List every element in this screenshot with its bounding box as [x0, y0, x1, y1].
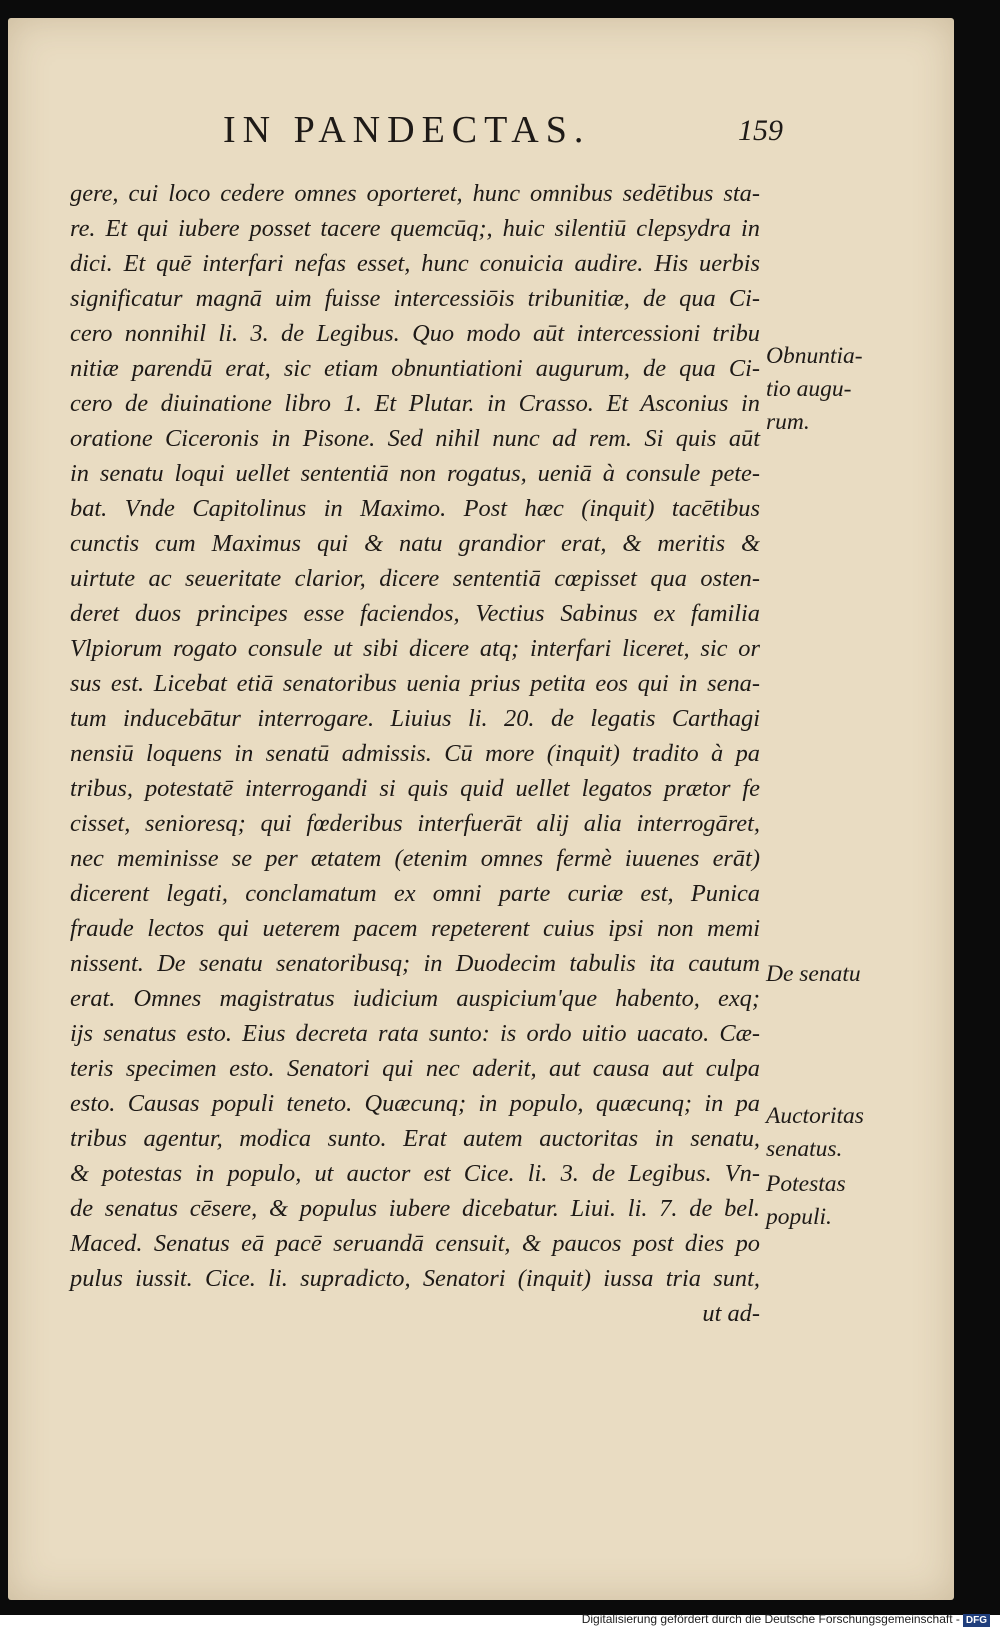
- text-line: dicerent legati, conclamatum ex omni parte curiæ est, Punica: [70, 880, 760, 907]
- text-line: nitiæ parendū erat, sic etiam obnuntiationi augurum, de qua Ci-: [70, 355, 760, 382]
- margin-note-line: senatus.: [766, 1136, 843, 1162]
- body-text: [70, 176, 760, 1331]
- text-line: cunctis cum Maximus qui & natu grandior erat, & meritis &: [70, 530, 760, 557]
- footer-credit-text: Digitalisierung gefördert durch die Deutsche Forschungsgemeinschaft -: [581, 1612, 960, 1626]
- dfg-logo: DFG: [963, 1614, 990, 1627]
- text-line: Vlpiorum rogato consule ut sibi dicere atq; interfari liceret, sic or: [70, 635, 760, 662]
- text-line: erat. Omnes magistratus iudicium auspicium'que habento, exq;: [70, 985, 760, 1012]
- text-line: cisset, senioresq; qui fœderibus interfuerāt alij alia interrogāret,: [70, 810, 760, 837]
- text-line: sus est. Licebat etiā senatoribus uenia prius petita eos qui in sena-: [70, 670, 760, 697]
- text-line: de senatus cēsere, & populus iubere dicebatur. Liui. li. 7. de bel.: [70, 1195, 760, 1222]
- text-line: cero nonnihil li. 3. de Legibus. Quo modo aūt intercessioni tribu: [70, 320, 760, 347]
- margin-note: [766, 1168, 846, 1234]
- page-number: 159: [738, 114, 783, 147]
- text-line: tribus agentur, modica sunto. Erat autem auctoritas in senatu,: [70, 1125, 760, 1152]
- margin-note: [766, 340, 863, 439]
- margin-note-line: rum.: [766, 409, 810, 435]
- text-line: nec meminisse se per ætatem (etenim omnes fermè iuuenes erāt): [70, 845, 760, 872]
- text-line: uirtute ac seueritate clarior, dicere sententiā cœpisset qua osten-: [70, 565, 760, 592]
- text-line: nensiū loquens in senatū admissis. Cū more (inquit) tradito à pa: [70, 740, 760, 767]
- margin-note-line: Potestas: [766, 1171, 846, 1197]
- text-line: tribus, potestatē interrogandi si quis quid uellet legatos prætor fe: [70, 775, 760, 802]
- text-line: ijs senatus esto. Eius decreta rata sunto: is ordo uitio uacato. Cæ-: [70, 1020, 760, 1047]
- text-line: fraude lectos qui ueterem pacem repeterent cuius ipsi non memi: [70, 915, 760, 942]
- text-line: esto. Causas populi teneto. Quæcunq; in populo, quæcunq; in pa: [70, 1090, 760, 1117]
- book-page: [8, 18, 954, 1600]
- footer-credit: [582, 1611, 990, 1627]
- text-line: teris specimen esto. Senatori qui nec aderit, aut causa aut culpa: [70, 1055, 760, 1082]
- text-line: deret duos principes esse faciendos, Vectius Sabinus ex familia: [70, 600, 760, 627]
- text-line: nissent. De senatu senatoribusq; in Duodecim tabulis ita cautum: [70, 950, 760, 977]
- text-line: bat. Vnde Capitolinus in Maximo. Post hæc (inquit) tacētibus: [70, 495, 760, 522]
- margin-note-line: Auctoritas: [766, 1103, 864, 1129]
- margin-note: [766, 958, 861, 991]
- text-line: tum inducebātur interrogare. Liuius li. 20. de legatis Carthagi: [70, 705, 760, 732]
- text-line: re. Et qui iubere posset tacere quemcūq;, huic silentiū clepsydra in: [70, 215, 760, 242]
- page-header: [223, 108, 783, 158]
- margin-note: [766, 1100, 864, 1166]
- margin-note-line: populi.: [766, 1204, 832, 1230]
- margin-note-line: Obnuntia-: [766, 343, 863, 369]
- text-line: & potestas in populo, ut auctor est Cice. li. 3. de Legibus. Vn-: [70, 1160, 760, 1187]
- text-line: in senatu loqui uellet sententiā non rogatus, ueniā à consule pete-: [70, 460, 760, 487]
- text-line: cero de diuinatione libro 1. Et Plutar. in Crasso. Et Asconius in: [70, 390, 760, 417]
- margin-note-line: tio augu-: [766, 376, 852, 402]
- text-line: gere, cui loco cedere omnes oporteret, hunc omnibus sedētibus sta-: [70, 180, 760, 207]
- text-line: dici. Et quē interfari nefas esset, hunc conuicia audire. His uerbis: [70, 250, 760, 277]
- text-line: pulus iussit. Cice. li. supradicto, Senatori (inquit) iussa tria sunt,: [70, 1265, 760, 1292]
- text-line: oratione Ciceronis in Pisone. Sed nihil nunc ad rem. Si quis aūt: [70, 425, 760, 452]
- running-title: IN PANDECTAS.: [223, 109, 591, 151]
- text-line: ut ad-: [702, 1300, 760, 1327]
- margin-note-line: De senatu: [766, 961, 861, 987]
- text-line: significatur magnā uim fuisse intercessiōis tribunitiæ, de qua Ci-: [70, 285, 760, 312]
- text-line: Maced. Senatus eā pacē seruandā censuit, & paucos post dies po: [70, 1230, 760, 1257]
